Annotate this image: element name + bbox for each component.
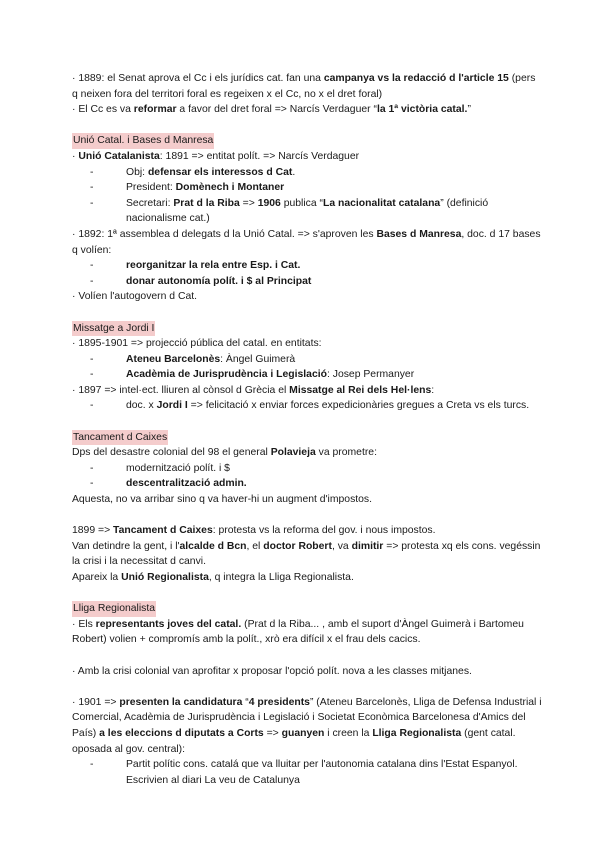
text-run: , va — [331, 540, 352, 552]
list-item — [90, 757, 542, 788]
bold-text: Unió Catalanista — [78, 150, 160, 162]
bold-text: presenten la candidatura — [119, 696, 243, 708]
section-heading-line — [72, 321, 542, 337]
paragraph — [72, 336, 542, 352]
bullet-list — [72, 352, 542, 383]
text-run: , q integra la Lliga Regionalista. — [208, 572, 354, 583]
bold-text: Domènech i Montaner — [175, 182, 285, 194]
bold-text: Lliga Regionalista — [372, 727, 462, 739]
text-run: , doc. d 17 bases q volíen: — [72, 228, 541, 256]
bold-text: Prat d la Riba — [173, 197, 240, 209]
section-heading: Lliga Regionalista — [72, 601, 156, 617]
bold-text: Tancament d Caixes — [113, 525, 213, 537]
intro-block — [72, 71, 542, 118]
bold-text: Jordi I — [156, 400, 188, 412]
list-item — [90, 196, 542, 227]
text-run: President: — [126, 182, 176, 194]
bold-text: Acadèmia de Jurisprudència i Legislació — [126, 369, 327, 381]
bold-text: descentralització admin. — [126, 478, 247, 490]
bold-text: La nacionalitat catalana — [322, 197, 441, 209]
paragraph — [72, 149, 542, 165]
paragraph — [72, 539, 542, 570]
blank-line — [72, 414, 542, 430]
list-item — [90, 180, 542, 196]
blank-line — [72, 118, 542, 134]
text-run: · — [72, 150, 79, 162]
section-heading-line — [72, 133, 542, 149]
bullet-list — [72, 757, 542, 788]
paragraph — [72, 227, 542, 258]
text-run: (gent catal. oposada al gov. central): — [72, 727, 516, 755]
blank-line — [72, 679, 542, 695]
bold-text: reorganitzar la rela entre Esp. i Cat. — [126, 260, 301, 272]
text-run: Partit polític cons. catalá que va lluitar per l'autonomia catalana dins l'Estat Espanyol. Escrivien al diari La veu de Catalunya — [126, 759, 518, 786]
bold-text: donar autonomía polít. i $ al Principat — [126, 275, 312, 287]
text-run: · 1901 => — [72, 696, 120, 708]
bold-text: defensar els interessos d Cat — [147, 166, 293, 178]
bullet-list — [72, 461, 542, 492]
text-run: (Prat d la Riba... , amb el suport d'Àngel Guimerà i Bartomeu Robert) volien + compromís amb la polít., xrò era difícil x el frau dels cacics. — [72, 618, 524, 646]
bullet-list — [72, 165, 542, 227]
text-run: va prometre: — [315, 447, 377, 459]
text-run: => protesta xq els cons. vegéssin la crisi i la necessitat d canvi. — [72, 540, 541, 568]
text-run: ” (definició nacionalisme cat.) — [126, 197, 489, 225]
section-heading: Tancament d Caixes — [72, 430, 168, 446]
text-run: : 1891 => entitat polít. => Narcís Verdaguer — [159, 150, 360, 162]
paragraph — [72, 492, 542, 508]
text-run: : protesta vs la reforma del gov. i nous impostos. — [212, 525, 436, 537]
bold-text: a les eleccions d diputats a Corts — [99, 727, 264, 739]
text-run: Dps del desastre colonial del 98 el general — [72, 447, 271, 459]
text-run: i creen la — [324, 727, 373, 739]
blank-line — [72, 586, 542, 602]
text-run: ” — [467, 104, 471, 116]
text-run: · Els — [72, 618, 96, 630]
blank-line — [72, 508, 542, 524]
paragraph — [72, 617, 542, 648]
list-item — [90, 165, 542, 181]
text-run: · Amb la crisi colonial van aprofitar x proposar l'opció polít. nova a les classes mitjanes. — [72, 665, 472, 677]
bold-text: campanya vs la redacció d l'article 15 — [323, 73, 509, 84]
text-run: · 1892: 1ª assemblea d delegats d la Unió Catal. => s'aproven les — [72, 228, 377, 240]
bold-text: Ateneu Barcelonès — [126, 353, 221, 365]
bold-text: Polavieja — [270, 447, 316, 459]
text-run: · 1895-1901 => projecció pública del catal. en entitats: — [72, 338, 322, 350]
text-run: : Àngel Guimerà — [220, 353, 296, 365]
list-item — [90, 398, 542, 414]
bold-text: 1906 — [257, 197, 281, 209]
list-item — [90, 258, 542, 274]
text-run: · El Cc es va — [72, 104, 134, 116]
bold-text: Unió Regionalista — [121, 572, 209, 583]
text-run: (pers q neixen fora del territori foral es regeixen x el Cc, no x el dret foral) — [72, 73, 536, 100]
text-run: : Josep Permanyer — [326, 369, 415, 381]
bold-text: reformar — [133, 104, 177, 116]
text-run: => — [263, 727, 282, 739]
text-run: Van detindre la gent, i l' — [72, 540, 180, 552]
text-run: : — [431, 384, 435, 396]
section-heading-line — [72, 430, 542, 446]
text-run: · 1897 => intel·ect. lliuren al cònsol d Grècia el — [72, 384, 290, 396]
paragraph — [72, 289, 542, 305]
list-item — [90, 476, 542, 492]
text-run: Obj: — [126, 166, 148, 178]
bullet-list — [72, 398, 542, 414]
list-item — [90, 367, 542, 383]
bold-text: Bases d Manresa — [376, 228, 462, 240]
bold-text: dimitir — [351, 540, 384, 552]
text-run: , el — [246, 540, 264, 552]
text-run: · Volíen l'autogovern d Cat. — [72, 291, 198, 303]
paragraph — [72, 695, 542, 757]
text-run: Apareix la — [72, 572, 122, 583]
paragraph — [72, 570, 542, 586]
text-run: a favor del dret foral => Narcís Verdaguer “ — [176, 104, 377, 116]
document-page — [72, 71, 542, 788]
paragraph — [72, 664, 542, 680]
bold-text: la 1ª victòria catal. — [376, 104, 468, 116]
paragraph — [72, 383, 542, 399]
paragraph — [72, 71, 542, 102]
text-run: doc. x — [126, 400, 157, 412]
bold-text: doctor Robert — [263, 540, 332, 552]
bold-text: Missatge al Rei dels Hel·lens — [289, 384, 432, 396]
bold-text: 4 presidents — [248, 696, 310, 708]
text-run: modernització polít. i $ — [126, 462, 230, 474]
text-run: “ — [242, 696, 249, 708]
bold-text: representants joves del catal. — [95, 618, 242, 630]
paragraph — [72, 523, 542, 539]
sections-container — [72, 118, 542, 789]
section-heading-line — [72, 601, 542, 617]
text-run: Aquesta, no va arribar sino q va haver-hi un augment d'impostos. — [72, 494, 373, 506]
list-item — [90, 461, 542, 477]
blank-line — [72, 305, 542, 321]
bullet-list — [72, 258, 542, 289]
text-run: · 1889: el Senat aprova el Cc i els jurídics cat. fan una — [72, 73, 324, 84]
section-heading: Unió Catal. i Bases d Manresa — [72, 133, 214, 149]
blank-line — [72, 648, 542, 664]
text-run: Secretari: — [126, 197, 174, 209]
text-run: => — [239, 197, 258, 209]
paragraph — [72, 445, 542, 461]
text-run: => felicitació x enviar forces expedicionàries gregues a Creta vs els turcs. — [187, 400, 530, 412]
text-run: publica “ — [280, 197, 323, 209]
list-item — [90, 352, 542, 368]
bold-text: guanyen — [281, 727, 325, 739]
paragraph — [72, 102, 542, 118]
text-run: ” (Ateneu Barcelonès, Lliga de Defensa Industrial i Comercial, Acadèmia de Jurisprudència i Legislació i Societat Econòmica Barcelonesa d'Amics del País) — [72, 696, 542, 739]
text-run: . — [292, 166, 296, 178]
list-item — [90, 274, 542, 290]
text-run: 1899 => — [72, 525, 114, 537]
section-heading: Missatge a Jordi I — [72, 321, 155, 337]
bold-text: alcalde d Bcn — [179, 540, 247, 552]
